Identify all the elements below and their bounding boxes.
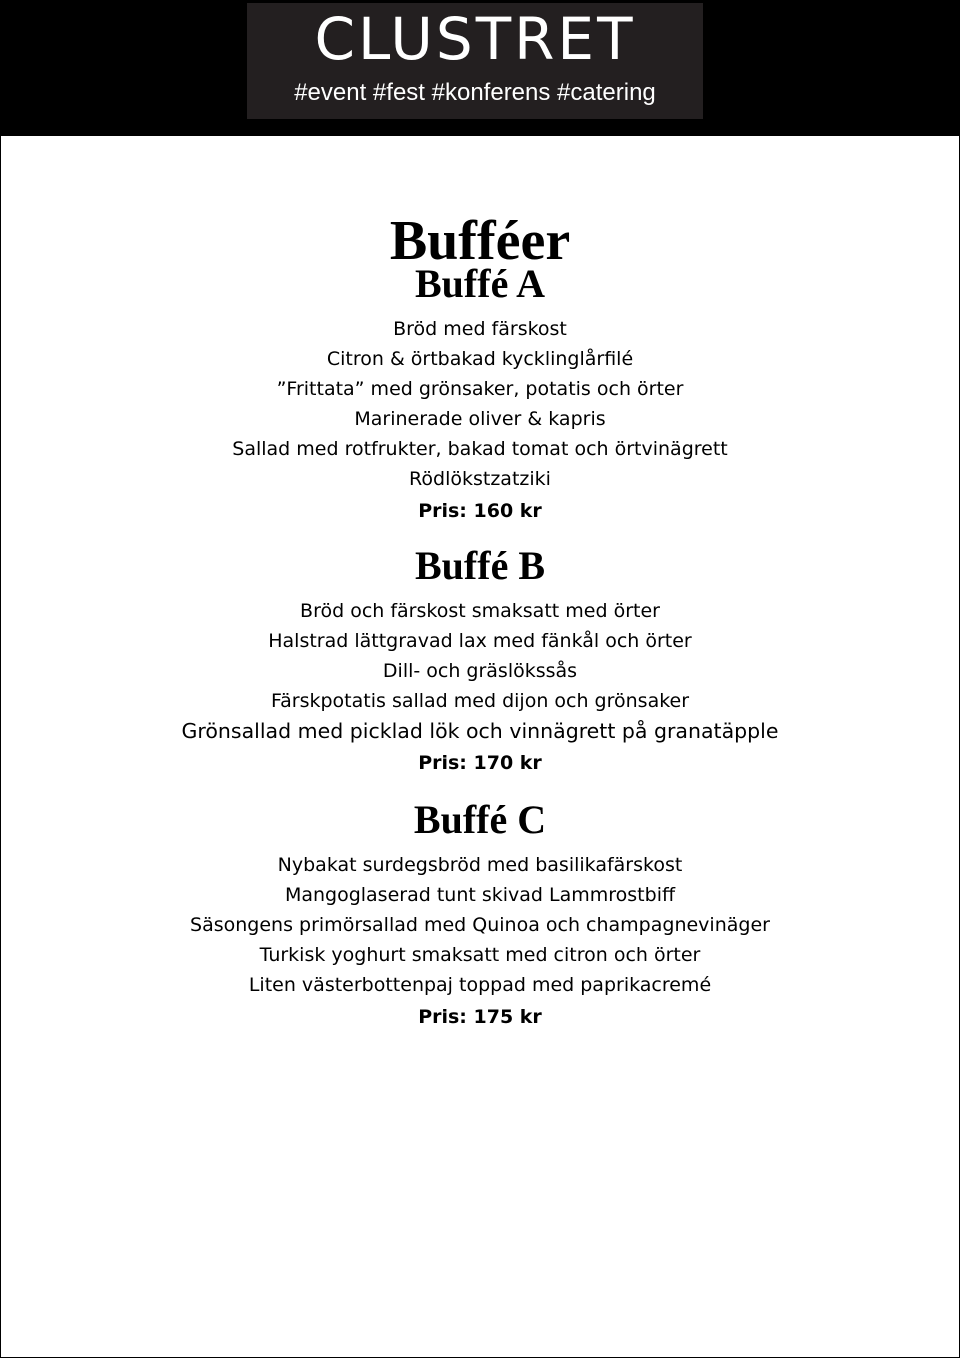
buffet-c-menu-list — [0, 850, 960, 1000]
page-title: Bufféer — [389, 209, 571, 272]
brand-logo — [247, 3, 703, 119]
menu-item: Nybakat surdegsbröd med basilikafärskost — [277, 854, 683, 876]
brand-tagline: #event #fest #konferens #catering — [294, 79, 656, 106]
brand-name: CLUSTRET — [314, 5, 636, 73]
menu-item: Dill- och gräslökssås — [382, 660, 578, 682]
menu-item: Liten västerbottenpaj toppad med paprikacremé — [248, 974, 712, 996]
menu-item: Bröd och färskost smaksatt med örter — [300, 600, 660, 622]
menu-item: Mangoglaserad tunt skivad Lammrostbiff — [284, 884, 676, 906]
menu-item: Säsongens primörsallad med Quinoa och champagnevinäger — [190, 914, 770, 936]
menu-item: Sallad med rotfrukter, bakad tomat och örtvinägrett — [232, 438, 728, 460]
buffet-a-price: Pris: 160 kr — [418, 500, 542, 522]
menu-item: Färskpotatis sallad med dijon och grönsaker — [270, 690, 690, 712]
menu-item: Halstrad lättgravad lax med fänkål och örter — [268, 630, 692, 652]
buffet-a-heading: Buffé A — [415, 261, 545, 306]
buffet-c-heading: Buffé C — [413, 797, 547, 842]
menu-item: ”Frittata” med grönsaker, potatis och örter — [276, 378, 684, 400]
header-band — [0, 0, 960, 136]
buffet-b-section — [0, 542, 960, 779]
buffet-c-price: Pris: 175 kr — [418, 1006, 542, 1028]
menu-item: Citron & örtbakad kycklinglårfilé — [326, 348, 634, 370]
menu-item: Turkisk yoghurt smaksatt med citron och örter — [259, 944, 701, 966]
menu-item: Marinerade oliver & kapris — [354, 408, 606, 430]
buffet-a-section — [0, 260, 960, 527]
buffet-b-heading: Buffé B — [415, 543, 545, 588]
menu-item: Rödlökstzatziki — [409, 468, 551, 490]
buffet-a-menu-list — [0, 314, 960, 494]
buffet-c-section — [0, 796, 960, 1033]
menu-item: Grönsallad med picklad lök och vinnägrett på granatäpple — [181, 719, 779, 743]
buffet-b-menu-list — [0, 596, 960, 746]
menu-item: Bröd med färskost — [393, 318, 567, 340]
buffet-b-price: Pris: 170 kr — [418, 752, 542, 774]
